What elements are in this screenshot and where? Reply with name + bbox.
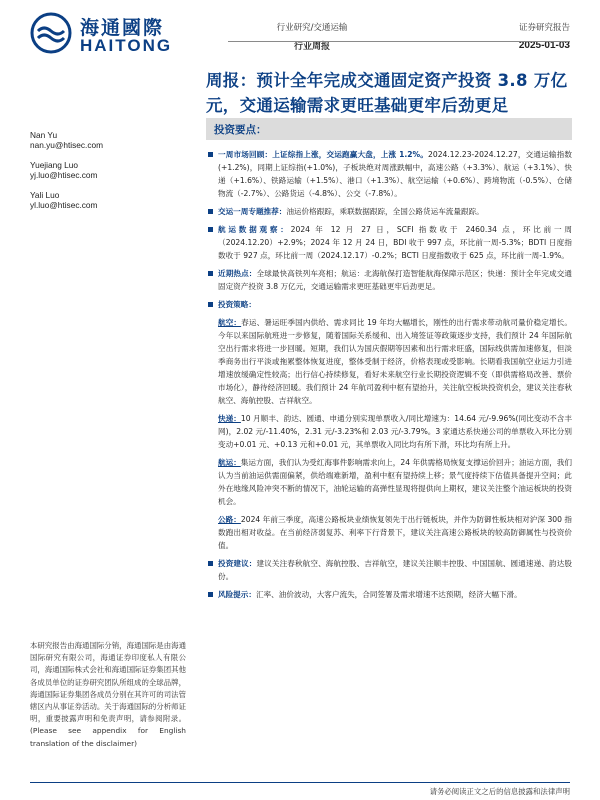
strategy-aviation	[218, 316, 572, 407]
sector-label: 公路：	[218, 515, 241, 524]
haitong-logo-icon	[30, 12, 72, 54]
bullet-label: 风险提示：	[218, 590, 256, 599]
sector-text: 春运、暑运旺季国内供给、需求同比 19 年均大幅增长，刚性的出行需求带动航司量价稳定增长。今年以来国际航班进一步修复，随着国际关系缓和、出入境签证等政策逐步支持，我们预计 24 年国际航空出行需求将进一步回暖。短期，我们认为国庆假期等因素和出行需求旺盛，国际线供需加速修复，但淡季商务出行平淡或拖累整体恢复进度，整体受制于经济，价格表现或受影响。长期看我国航空业运力引进增速放缓确定性较高；出行信心持续修复，看好未来航空行业长期投资逻辑不变（即供需格局改善、票价市场化），静待经济回暖。我们预计 24 年航司盈利中枢有望抬升，关注航空板块投资机会，建议关注春秋航空、海航控股、吉祥航空。	[218, 318, 572, 405]
sector-text: 集运方面，我们认为受红海事件影响需求向上，24 年供需格局恢复支撑运价回升；油运方面，我们认为当前油运供需面偏紧，供给端难新增，盈利中枢有望持续上移；景气度持续下估值具备提升空间；此外在地缘风险冲突不断的情况下，油轮运输的高弹性显现将提供向上期权，建议关注整个油运板块的投资机会。	[218, 458, 572, 506]
footer-divider	[30, 782, 570, 783]
analyst-name: Nan Yu	[30, 130, 58, 140]
analyst-email[interactable]: nan.yu@htisec.com	[30, 140, 103, 150]
sector-label: 航运：	[218, 458, 241, 467]
logo-chinese: 海通國際	[80, 17, 165, 39]
sector-text: 10 月顺丰、韵达、圆通、申通分别实现单票收入/同比增速为：14.64 元/-9.96%(同比变动不含丰网)，2.02 元/-11.40%，2.31 元/-3.23%和 2.03 元/-3.79%。3 家通达系快递公司的单票收入环比分别变动+0.01 元、+0.13 元和+0.01 元，其单票收入同比均有所下滑，环比均有所上升。	[218, 414, 572, 449]
sector-label: 航空：	[218, 318, 242, 327]
section-header-investment-points	[206, 118, 572, 140]
disclaimer-text: 本研究报告由海通国际分销，海通国际是由海通国际研究有限公司，海通证券印度私人有限公司，海通国际株式会社和海通国际证券集团其他各成员单位的证券研究团队所组成的全球品牌，海通国际证券集团各成员分别在其许可的司法管辖区内从事证券活动。关于海通国际的分析师证明，重要披露声明和免责声明，请参阅附录。(Please see appendix for English translation of the disclaimer)	[30, 641, 186, 748]
analyst-entry	[30, 190, 180, 210]
analyst-entry	[30, 160, 180, 180]
analyst-name: Yali Luo	[30, 190, 60, 200]
bullet-text: 2024.12.23-2024.12.27，交通运输指数(+1.2%)，同期上证综指(+1.0%)，子板块绝对周涨跌幅中，高速公路（+3.3%）、航运（+3.1%）、快递（+1.6%）、铁路运输（+1.5%）、港口（+1.3%）、航空运输（+0.6%）、跨境物流（-0.5%）、仓储物流（-2.7%）、公路货运（-4.8%）、公交（-7.8%）。	[218, 150, 573, 198]
analyst-email[interactable]: yl.luo@htisec.com	[30, 200, 98, 210]
analyst-list	[30, 130, 180, 220]
bullet-market-review	[206, 148, 572, 200]
strategy-express	[218, 412, 572, 451]
bullet-risk-warning	[206, 588, 572, 601]
bullet-label: 近期热点：	[218, 269, 257, 278]
sector-label: 快递：	[218, 414, 241, 423]
bullet-investment-advice	[206, 557, 572, 583]
analyst-entry	[30, 130, 180, 150]
bullet-text: 建议关注春秋航空、海航控股、吉祥航空，建议关注顺丰控股、中国国航、圆通速递、韵达股份。	[218, 559, 573, 581]
bullet-label: 航运数据观察：	[218, 225, 291, 234]
bullet-label: 一周市场回顾：上证综指上涨，交运跑赢大盘，上涨 1.2%。	[218, 150, 429, 159]
bullet-text: 全球最快高铁列车亮相；航运：北海航保打造智能航海保障示范区；快递：预计全年完成交通固定资产投资 3.8 万亿元，交通运输需求更旺基础更牢后劲更足。	[218, 269, 573, 291]
header-category-block	[262, 22, 362, 53]
report-date: 2025-01-03	[518, 40, 570, 51]
bullet-label: 交运一周专题推荐：	[218, 207, 287, 216]
report-title: 周报：预计全年完成交通固定资产投资 3.8 万亿元，交通运输需求更旺基础更牢后劲更足	[206, 71, 568, 115]
report-body	[206, 148, 572, 606]
header-divider	[228, 41, 570, 42]
analyst-email[interactable]: yj.luo@htisec.com	[30, 170, 98, 180]
bullet-label: 投资建议：	[218, 559, 257, 568]
analyst-name: Yuejiang Luo	[30, 160, 78, 170]
header-meta-block	[519, 22, 570, 52]
footer-notice: 请务必阅读正文之后的信息披露和法律声明	[429, 787, 570, 796]
bullet-weekly-topic	[206, 205, 572, 218]
bullet-label: 投资策略：	[218, 300, 256, 309]
bullet-text: 油运价格跟踪，乘联数据跟踪，全国公路货运车流量跟踪。	[286, 207, 484, 216]
bullet-strategy	[206, 298, 572, 311]
bullet-text: 汇率、油价波动，大客户流失，合同签署及需求增速不达预期，经济大幅下滑。	[255, 590, 522, 599]
bullet-shipping-data	[206, 223, 572, 262]
report-category: 行业研究/交通运输	[276, 23, 348, 33]
strategy-shipping	[218, 456, 572, 508]
report-type: 行业周报	[293, 42, 330, 52]
section-title: 投资要点：	[214, 124, 267, 136]
bullet-hot-topics	[206, 267, 572, 293]
bullet-text: 2024 年 12 月 27 日，SCFI 指数收于 2460.34 点，环比前一周（2024.12.20）+2.9%；2024 年 12 月 24 日，BDI 收于 997 点，环比前一周-5.3%；BDTI 日度指数收于 927 点，环比前一周（2024.12.17）-0.2%；BCTI 日度指数收于 625 点，环比前一周-1.9%。	[218, 225, 572, 260]
logo-english: HAITONG	[80, 36, 173, 55]
page-header	[0, 0, 600, 64]
report-series: 证券研究报告	[518, 23, 570, 33]
strategy-highway	[218, 513, 572, 552]
sector-text: 2024 年前三季度，高速公路板块业绩恢复领先于出行链板块，并作为防御性板块相对沪深 300 指数跑出相对收益。在当前经济弱复苏、利率下行背景下，建议关注高速公路板块的较高防御属性与投资价值。	[218, 515, 573, 550]
